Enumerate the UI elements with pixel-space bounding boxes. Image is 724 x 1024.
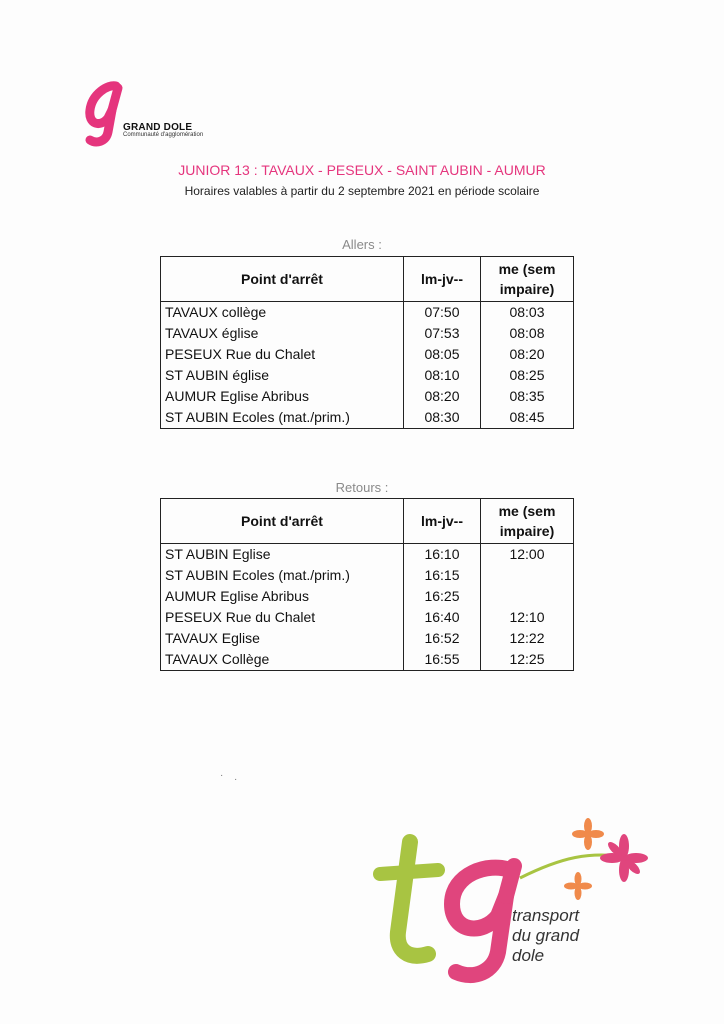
- wednesday-time-cell: 08:08: [481, 323, 574, 344]
- weekday-time-cell: 08:05: [404, 344, 481, 365]
- stop-name-cell: TAVAUX collège: [161, 302, 404, 324]
- weekday-time-cell: 08:20: [404, 386, 481, 407]
- table-row: [161, 544, 574, 566]
- wednesday-time-cell: 08:35: [481, 386, 574, 407]
- page-subtitle: Horaires valables à partir du 2 septembre 2021 en période scolaire: [184, 184, 540, 198]
- tg-line-2: du grand: [512, 926, 580, 945]
- table-row: [161, 586, 574, 607]
- stop-name-cell: AUMUR Eglise Abribus: [161, 586, 404, 607]
- stop-name-cell: PESEUX Rue du Chalet: [161, 344, 404, 365]
- weekday-time-cell: 16:40: [404, 607, 481, 628]
- col-header-weekday: lm-jv--: [404, 257, 481, 302]
- tg-line-1: transport: [512, 906, 580, 925]
- page-title: JUNIOR 13 : TAVAUX - PESEUX - SAINT AUBIN - AUMUR: [178, 162, 546, 178]
- wednesday-time-cell: 12:22: [481, 628, 574, 649]
- scan-speck: ·: [220, 770, 224, 781]
- table-row: [161, 607, 574, 628]
- scan-speck: ·: [234, 774, 238, 785]
- brand-name: GRAND DOLE: [123, 122, 193, 133]
- retours-label: Retours :: [335, 480, 389, 495]
- wednesday-time-cell: 08:45: [481, 407, 574, 429]
- stop-name-cell: TAVAUX Eglise: [161, 628, 404, 649]
- col-header-weekday: lm-jv--: [404, 499, 481, 544]
- allers-label: Allers :: [342, 237, 382, 252]
- table-row: [161, 365, 574, 386]
- weekday-time-cell: 07:50: [404, 302, 481, 324]
- stop-name-cell: TAVAUX église: [161, 323, 404, 344]
- col-header-stop: Point d'arrêt: [161, 499, 404, 544]
- retours-table: [160, 498, 574, 671]
- col-header-wednesday: me (sem impaire): [481, 499, 574, 544]
- wednesday-time-cell: 08:20: [481, 344, 574, 365]
- col-header-wednesday: me (sem impaire): [481, 257, 574, 302]
- table-row: [161, 407, 574, 429]
- allers-table: [160, 256, 574, 429]
- wednesday-time-cell: 12:00: [481, 544, 574, 566]
- stop-name-cell: TAVAUX Collège: [161, 649, 404, 671]
- table-row: [161, 628, 574, 649]
- stop-name-cell: ST AUBIN Ecoles (mat./prim.): [161, 565, 404, 586]
- wednesday-time-cell: 12:10: [481, 607, 574, 628]
- table-row: [161, 565, 574, 586]
- stop-name-cell: AUMUR Eglise Abribus: [161, 386, 404, 407]
- wednesday-time-cell: 08:03: [481, 302, 574, 324]
- table-row: [161, 344, 574, 365]
- tg-logo-text: [512, 906, 579, 966]
- table-row: [161, 323, 574, 344]
- col-header-stop: Point d'arrêt: [161, 257, 404, 302]
- wednesday-time-cell: 08:25: [481, 365, 574, 386]
- stop-name-cell: ST AUBIN église: [161, 365, 404, 386]
- weekday-time-cell: 16:15: [404, 565, 481, 586]
- stop-name-cell: ST AUBIN Ecoles (mat./prim.): [161, 407, 404, 429]
- weekday-time-cell: 16:25: [404, 586, 481, 607]
- tg-line-3: dole: [512, 946, 545, 965]
- weekday-time-cell: 16:55: [404, 649, 481, 671]
- table-row: [161, 649, 574, 671]
- stop-name-cell: PESEUX Rue du Chalet: [161, 607, 404, 628]
- weekday-time-cell: 08:30: [404, 407, 481, 429]
- retours-body: [161, 544, 574, 671]
- wednesday-time-cell: [481, 586, 574, 607]
- weekday-time-cell: 16:10: [404, 544, 481, 566]
- weekday-time-cell: 16:52: [404, 628, 481, 649]
- grand-dole-logo-icon: [78, 80, 128, 150]
- weekday-time-cell: 07:53: [404, 323, 481, 344]
- brand-subtitle: Communauté d'agglomération: [123, 132, 204, 138]
- weekday-time-cell: 08:10: [404, 365, 481, 386]
- allers-body: [161, 302, 574, 429]
- wednesday-time-cell: 12:25: [481, 649, 574, 671]
- table-row: [161, 386, 574, 407]
- stop-name-cell: ST AUBIN Eglise: [161, 544, 404, 566]
- wednesday-time-cell: [481, 565, 574, 586]
- table-row: [161, 302, 574, 324]
